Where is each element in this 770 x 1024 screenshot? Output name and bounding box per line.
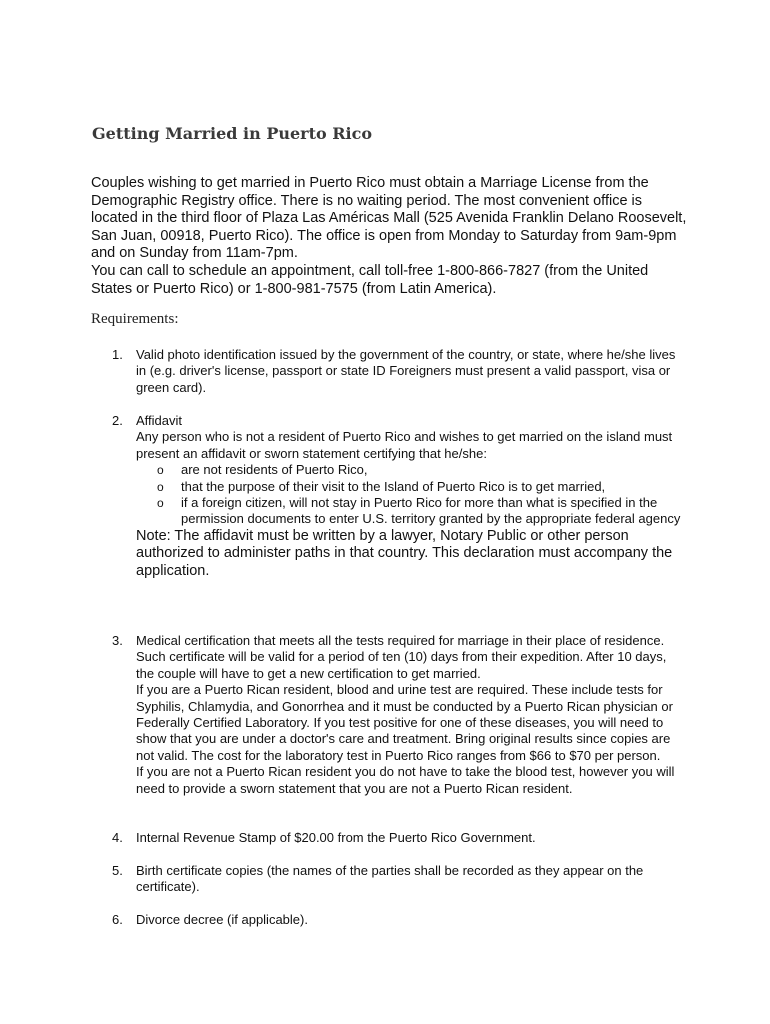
intro-paragraph-phone: You can call to schedule an appointment, call toll-free 1-800-866-7827 (from the United States or Puerto Rico) or 1-800-981-7575 (from Latin America). <box>91 262 649 297</box>
bullet-marker: o <box>157 496 164 511</box>
affidavit-bullet-list <box>136 462 682 528</box>
requirement-text: If you are not a Puerto Rican resident you do not have to take the blood test, however you will need to provide a sworn statement that you are not a Puerto Rican resident. <box>136 764 675 796</box>
requirement-text: Divorce decree (if applicable). <box>136 912 308 927</box>
list-item <box>136 462 682 478</box>
requirement-item-6 <box>112 912 682 928</box>
requirement-number: 1. <box>112 347 123 362</box>
list-item <box>136 479 682 495</box>
bullet-text: that the purpose of their visit to the Island of Puerto Rico is to get married, <box>181 478 606 494</box>
requirement-number: 3. <box>112 633 123 648</box>
requirement-item-3 <box>112 633 682 797</box>
intro-paragraph: Couples wishing to get married in Puerto Rico must obtain a Marriage License from the Demographic Registry office. There is no waiting period. The most convenient office is located in the third floor of Plaza Las Américas Mall (525 Avenida Franklin Delano Roosevelt, San Juan, 00918, Puerto Rico). The office is open from Monday to Saturday from 9am-9pm and on Sunday from 11am-7pm. <box>91 175 687 262</box>
bullet-marker: o <box>157 463 164 478</box>
affidavit-note: Note: The affidavit must be written by a lawyer, Notary Public or other person authorized to administer paths in that country. This declaration must accompany the application. <box>136 527 673 580</box>
requirement-number: 2. <box>112 413 123 428</box>
requirement-number: 4. <box>112 830 123 845</box>
intro-section <box>91 175 691 298</box>
requirement-number: 6. <box>112 912 123 927</box>
requirement-text: Medical certification that meets all the tests required for marriage in their place of residence. Such certificate will be valid for a period of ten (10) days from their expedition. After 10 days, the couple will have to get a new certification to get married. <box>136 633 667 681</box>
requirement-text: Any person who is not a resident of Puerto Rico and wishes to get married on the island must present an affidavit or sworn statement certifying that he/she: <box>136 429 673 461</box>
requirements-heading: Requirements: <box>91 311 179 327</box>
requirement-text: Internal Revenue Stamp of $20.00 from the Puerto Rico Government. <box>136 830 536 845</box>
requirement-number: 5. <box>112 863 123 878</box>
requirement-item-5 <box>112 863 682 896</box>
requirement-text: Birth certificate copies (the names of the parties shall be recorded as they appear on the certificate). <box>136 863 644 895</box>
bullet-text: if a foreign citizen, will not stay in Puerto Rico for more than what is specified in the permission documents to enter U.S. territory granted by the appropriate federal agency <box>181 495 681 527</box>
document-title: Getting Married in Puerto Rico <box>92 124 373 143</box>
bullet-text: are not residents of Puerto Rico, <box>181 462 368 478</box>
requirement-text: If you are a Puerto Rican resident, blood and urine test are required. These include tests for Syphilis, Chlamydia, and Gonorrhea and it must be conducted by a Puerto Rican physician or Federally Certified Laboratory. If you test positive for one of these diseases, you will need to show that you are under a doctor's care and treatment. Bring original results since copies are not valid. The cost for the laboratory test in Puerto Rico ranges from $66 to $70 per person. <box>136 682 673 763</box>
requirement-item-4 <box>112 830 682 846</box>
requirement-heading: Affidavit <box>136 413 183 428</box>
requirement-item-2 <box>112 413 682 581</box>
requirement-text: Valid photo identification issued by the government of the country, or state, where he/she lives in (e.g. driver's license, passport or state ID Foreigners must present a valid passport, visa or green card). <box>136 347 676 395</box>
list-item <box>136 495 682 528</box>
requirement-item-1 <box>112 347 682 396</box>
bullet-marker: o <box>157 479 164 494</box>
